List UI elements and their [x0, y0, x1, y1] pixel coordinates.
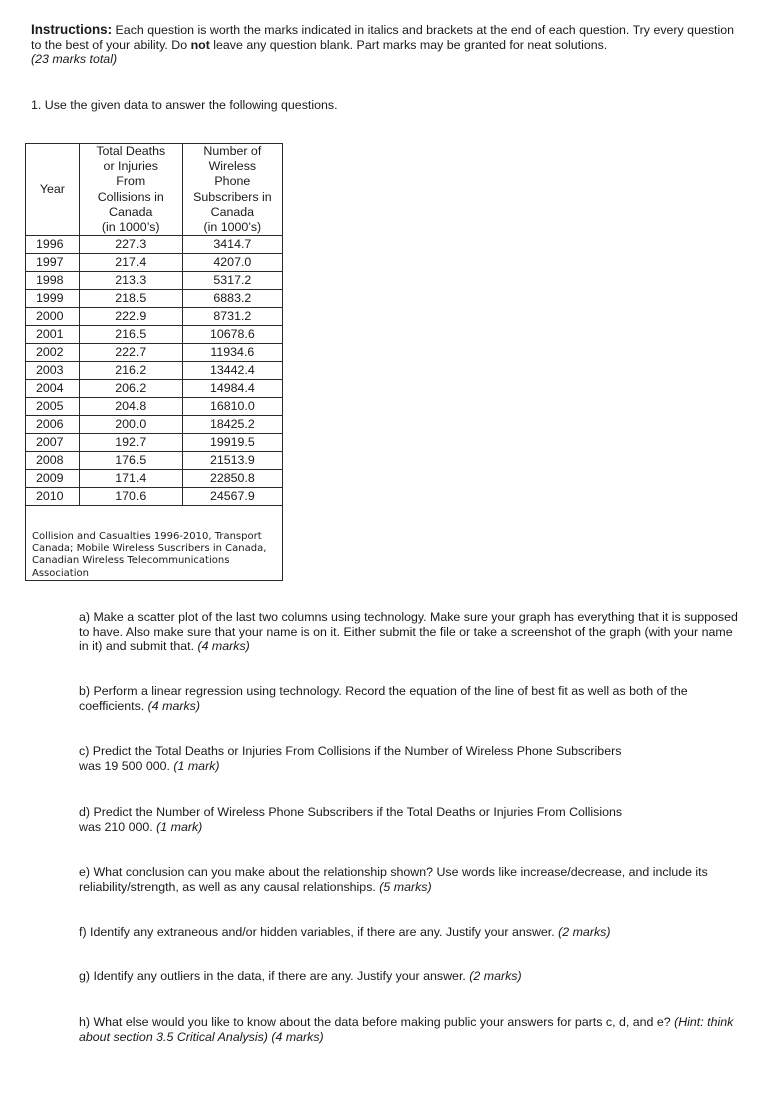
total-marks: (23 marks total) [31, 52, 118, 67]
header-deaths-line: Total Deaths [96, 144, 166, 158]
cell-wireless: 22850.8 [182, 470, 282, 488]
header-wireless-line: Wireless [208, 159, 257, 174]
cell-year: 2001 [26, 326, 80, 344]
cell-year: 2000 [26, 308, 80, 326]
cell-deaths: 192.7 [79, 434, 182, 452]
cell-wireless: 16810.0 [182, 398, 282, 416]
question-1e-marks: (5 marks) [379, 879, 432, 894]
cell-wireless: 11934.6 [182, 344, 282, 362]
cell-wireless: 19919.5 [182, 434, 282, 452]
table-source-row [26, 506, 283, 581]
table-row [26, 344, 283, 362]
table-row [26, 452, 283, 470]
question-1c-marks: (1 mark) [173, 758, 220, 773]
cell-deaths: 200.0 [79, 416, 182, 434]
cell-deaths: 204.8 [79, 398, 182, 416]
question-1d-line2: was 210 000. [79, 819, 157, 834]
question-1h-marks: (Hint: think about section 3.5 Critical Analysis) (4 marks) [79, 1015, 734, 1044]
table-row [26, 326, 283, 344]
question-1f [79, 925, 743, 940]
table-row [26, 398, 283, 416]
table-row [26, 488, 283, 506]
table-row [26, 470, 283, 488]
table-row [26, 362, 283, 380]
cell-year: 2007 [26, 434, 80, 452]
cell-deaths: 206.2 [79, 380, 182, 398]
cell-year: 1996 [26, 236, 80, 254]
question-1h [79, 1015, 743, 1044]
question-1b [79, 684, 743, 713]
cell-deaths: 227.3 [79, 236, 182, 254]
cell-deaths: 176.5 [79, 452, 182, 470]
cell-wireless: 21513.9 [182, 452, 282, 470]
cell-deaths: 171.4 [79, 470, 182, 488]
question-1f-text: f) Identify any extraneous and/or hidden variables, if there are any. Justify your answer. [79, 925, 559, 939]
cell-wireless: 10678.6 [182, 326, 282, 344]
instructions-heading: Instructions: [31, 22, 113, 37]
question-1g [79, 969, 743, 984]
table-row [26, 308, 283, 326]
header-deaths [79, 144, 182, 236]
cell-wireless: 6883.2 [182, 290, 282, 308]
question-1g-text: g) Identify any outliers in the data, if there are any. Justify your answer. [79, 969, 470, 983]
question-1c-line1: c) Predict the Total Deaths or Injuries From Collisions if the Number of Wireless Phone Subscribers [79, 744, 622, 758]
cell-wireless: 3414.7 [182, 236, 282, 254]
cell-year: 2004 [26, 380, 80, 398]
cell-year: 2005 [26, 398, 80, 416]
question-1d [79, 805, 743, 834]
cell-year: 2003 [26, 362, 80, 380]
cell-year: 2009 [26, 470, 80, 488]
instructions-text-b: leave any question blank. Part marks may be granted for neat solutions. [209, 37, 608, 52]
header-deaths-line: Collisions in [97, 189, 164, 204]
cell-year: 2010 [26, 488, 80, 506]
header-wireless [182, 144, 282, 236]
table-row [26, 380, 283, 398]
header-wireless-line: Subscribers in [193, 189, 272, 204]
question-1g-marks: (2 marks) [469, 969, 522, 983]
question-1a-text: a) Make a scatter plot of the last two columns using technology. Make sure your graph has everything that it is supposed to have. Also make sure that your name is on it. Either submit the file or take a screenshot of the graph (with your name in it) and submit that. [79, 610, 738, 654]
cell-deaths: 222.9 [79, 308, 182, 326]
instructions-block [31, 23, 743, 67]
question-1e-text: e) What conclusion can you make about the relationship shown? Use words like increase/decrease, and include its reliability/strength, as well as any causal relationships. [79, 865, 708, 894]
cell-deaths: 217.4 [79, 254, 182, 272]
header-deaths-line: Canada [109, 204, 153, 219]
cell-deaths: 222.7 [79, 344, 182, 362]
table-row [26, 290, 283, 308]
header-deaths-line: or Injuries [103, 159, 158, 174]
instructions-text-a: Each question is worth the marks indicated in italics and brackets at the end of each question. Try every question to the best of your ability. Do [31, 23, 735, 52]
cell-wireless: 24567.9 [182, 488, 282, 506]
header-wireless-line: Number of [203, 144, 262, 158]
table-row [26, 272, 283, 290]
header-year: Year [26, 144, 80, 236]
cell-year: 2006 [26, 416, 80, 434]
cell-deaths: 216.5 [79, 326, 182, 344]
cell-wireless: 4207.0 [182, 254, 282, 272]
question-1e [79, 865, 743, 894]
cell-year: 1998 [26, 272, 80, 290]
cell-deaths: 213.3 [79, 272, 182, 290]
question-1f-marks: (2 marks) [558, 925, 611, 939]
question-1c-line2: was 19 500 000. [79, 758, 174, 773]
cell-wireless: 8731.2 [182, 308, 282, 326]
table-header-row [26, 144, 283, 236]
question-1d-line1: d) Predict the Number of Wireless Phone Subscribers if the Total Deaths or Injuries From Collisions [79, 805, 623, 819]
header-deaths-line: (in 1000’s) [101, 220, 160, 235]
cell-deaths: 218.5 [79, 290, 182, 308]
cell-deaths: 216.2 [79, 362, 182, 380]
question-1a [79, 610, 743, 654]
table-row [26, 416, 283, 434]
cell-wireless: 14984.4 [182, 380, 282, 398]
table-source: Collision and Casualties 1996-2010, Transport Canada; Mobile Wireless Suscribers in Canada, Canadian Wireless Telecommunications Association [26, 506, 283, 581]
question-1h-text: h) What else would you like to know about the data before making public your answers for parts c, d, and e? [79, 1015, 675, 1029]
cell-year: 1999 [26, 290, 80, 308]
question-1b-marks: (4 marks) [147, 698, 200, 713]
instructions-bold-not: not [190, 37, 210, 52]
cell-deaths: 170.6 [79, 488, 182, 506]
header-deaths-line: From [116, 174, 146, 189]
cell-year: 2008 [26, 452, 80, 470]
cell-year: 1997 [26, 254, 80, 272]
question-1c [79, 744, 743, 773]
question-1b-text: b) Perform a linear regression using technology. Record the equation of the line of best fit as well as both of the coefficients. [79, 684, 688, 713]
cell-wireless: 13442.4 [182, 362, 282, 380]
cell-wireless: 18425.2 [182, 416, 282, 434]
question-1d-marks: (1 mark) [156, 819, 203, 834]
table-row [26, 434, 283, 452]
question-1a-marks: (4 marks) [197, 639, 250, 654]
header-wireless-line: Canada [210, 204, 255, 219]
data-table [25, 143, 283, 581]
question-1: 1. Use the given data to answer the following questions. [31, 98, 338, 112]
cell-wireless: 5317.2 [182, 272, 282, 290]
cell-year: 2002 [26, 344, 80, 362]
header-wireless-line: Phone [214, 174, 251, 189]
table-row [26, 236, 283, 254]
header-wireless-line: (in 1000’s) [203, 220, 262, 235]
table-row [26, 254, 283, 272]
